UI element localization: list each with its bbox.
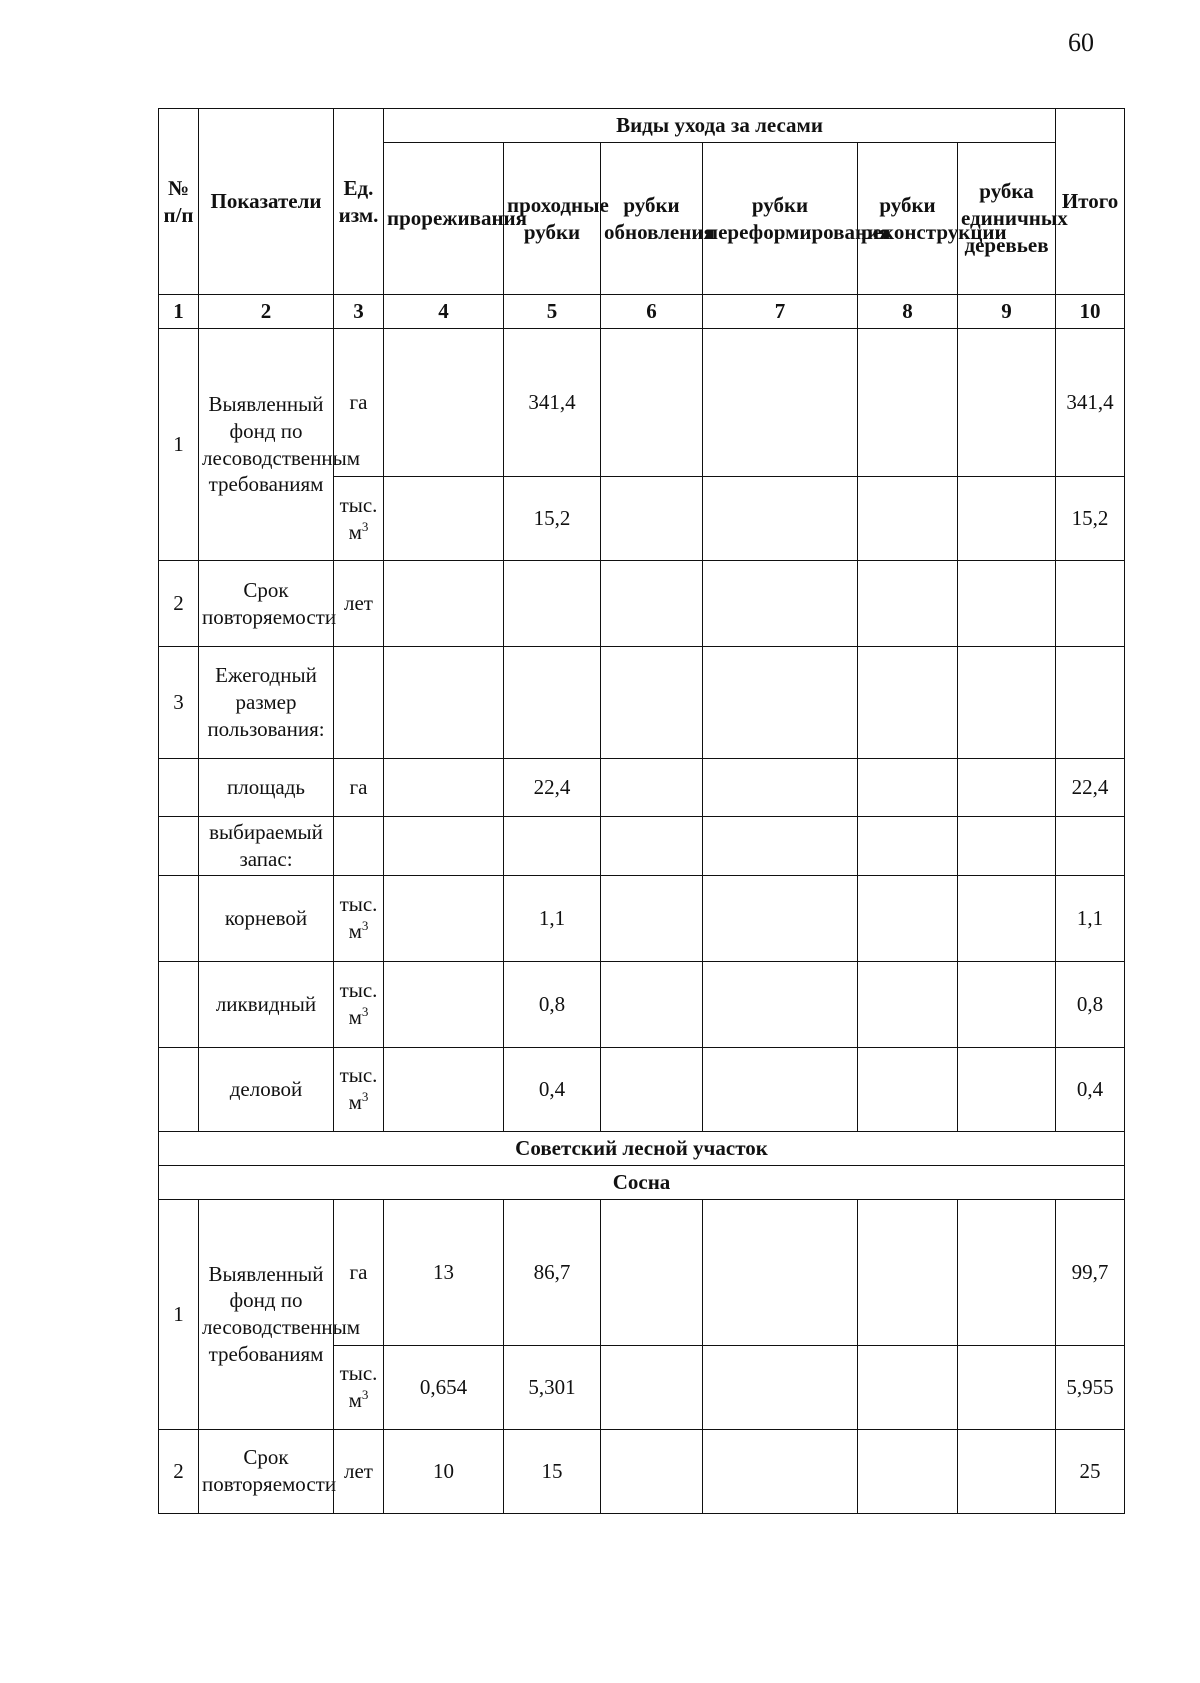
table-row: [159, 1199, 1125, 1345]
cell-total: 1,1: [1056, 875, 1125, 961]
header-col-reformation: рубки переформирования: [703, 143, 858, 295]
row-label-stock: выбираемый запас:: [199, 817, 334, 876]
header-col-renewal: рубки обновления: [601, 143, 703, 295]
row-num: 3: [159, 647, 199, 759]
header-num: № п/п: [159, 109, 199, 295]
unit-years: лет: [334, 561, 384, 647]
cell-value: 341,4: [504, 329, 601, 477]
header-group: Виды ухода за лесами: [384, 109, 1056, 143]
row-num: 1: [159, 329, 199, 561]
unit-ha: га: [334, 759, 384, 817]
cell-total: 99,7: [1056, 1199, 1125, 1345]
row-label-period: Срок повторяемости: [199, 1429, 334, 1513]
table-row: [159, 759, 1125, 817]
table-row: [159, 961, 1125, 1047]
col-number: 10: [1056, 295, 1125, 329]
section-title-row: [159, 1131, 1125, 1165]
unit-ths-m3: тыс. $м^3$: [334, 1345, 384, 1429]
table-row: [159, 1429, 1125, 1513]
header-indicator: Показатели: [199, 109, 334, 295]
cell-value: 86,7: [504, 1199, 601, 1345]
cell-value: 1,1: [504, 875, 601, 961]
table-row: [159, 1047, 1125, 1131]
cell-total: 5,955: [1056, 1345, 1125, 1429]
col-number: 8: [858, 295, 958, 329]
col-number: 1: [159, 295, 199, 329]
header-col-reconstruction: рубки реконструкции: [858, 143, 958, 295]
col-number: 6: [601, 295, 703, 329]
table-row: [159, 561, 1125, 647]
cell-value: 0,654: [384, 1345, 504, 1429]
page-number: 60: [1068, 28, 1094, 57]
unit-ths-m3: тыс. $м^3$: [334, 477, 384, 561]
cell-value: 0,4: [504, 1047, 601, 1131]
table-row: [159, 875, 1125, 961]
cell-total: 15,2: [1056, 477, 1125, 561]
cell-value: 10: [384, 1429, 504, 1513]
cell-value: 15,2: [504, 477, 601, 561]
row-num: 2: [159, 561, 199, 647]
forest-care-table: [158, 108, 1125, 1514]
cell-total: 0,4: [1056, 1047, 1125, 1131]
table-row: [159, 817, 1125, 876]
row-label-fund: Выявленный фонд по лесоводственным требованиям: [199, 329, 334, 561]
cell-total: 341,4: [1056, 329, 1125, 477]
header-row: [159, 109, 1125, 143]
row-label-fund: Выявленный фонд по лесоводственным требованиям: [199, 1199, 334, 1429]
header-total: Итого: [1056, 109, 1125, 295]
table-row: [159, 329, 1125, 477]
row-label-business: деловой: [199, 1047, 334, 1131]
cell-value: 0,8: [504, 961, 601, 1047]
species-row: [159, 1165, 1125, 1199]
cell-total: 25: [1056, 1429, 1125, 1513]
header-col-thinning: прореживания: [384, 143, 504, 295]
section-title: Советский лесной участок: [159, 1131, 1125, 1165]
column-number-row: [159, 295, 1125, 329]
table-row: [159, 647, 1125, 759]
cell-value: 15: [504, 1429, 601, 1513]
unit-ha: га: [334, 1199, 384, 1345]
col-number: 2: [199, 295, 334, 329]
unit-ha: га: [334, 329, 384, 477]
row-num: 2: [159, 1429, 199, 1513]
cell-value: 13: [384, 1199, 504, 1345]
col-number: 7: [703, 295, 858, 329]
row-num: 1: [159, 1199, 199, 1429]
header-unit: Ед. изм.: [334, 109, 384, 295]
cell-total: 22,4: [1056, 759, 1125, 817]
col-number: 9: [958, 295, 1056, 329]
row-label-root: корневой: [199, 875, 334, 961]
header-col-single-trees: рубка единичных деревьев: [958, 143, 1056, 295]
unit-ths-m3: тыс. $м^3$: [334, 1047, 384, 1131]
cell-value: 5,301: [504, 1345, 601, 1429]
col-number: 3: [334, 295, 384, 329]
col-number: 4: [384, 295, 504, 329]
unit-ths-m3: тыс. $м^3$: [334, 961, 384, 1047]
row-label-area: площадь: [199, 759, 334, 817]
header-col-passage: проходные рубки: [504, 143, 601, 295]
row-label-annual: Ежегодный размер пользования:: [199, 647, 334, 759]
row-label-liquid: ликвидный: [199, 961, 334, 1047]
species-title: Сосна: [159, 1165, 1125, 1199]
unit-ths-m3: тыс. $м^3$: [334, 875, 384, 961]
col-number: 5: [504, 295, 601, 329]
row-label-period: Срок повторяемости: [199, 561, 334, 647]
cell-value: 22,4: [504, 759, 601, 817]
unit-years: лет: [334, 1429, 384, 1513]
cell-total: 0,8: [1056, 961, 1125, 1047]
